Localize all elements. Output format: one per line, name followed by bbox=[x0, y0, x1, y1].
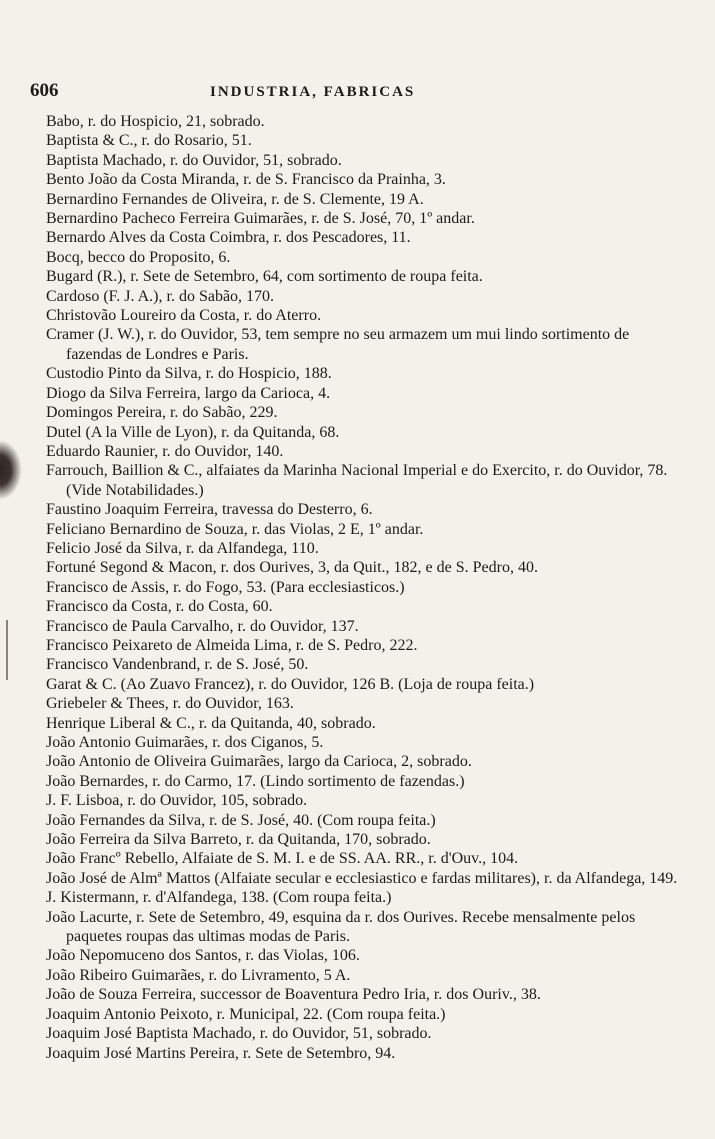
list-item: Joaquim José Baptista Machado, r. do Ouvidor, 51, sobrado. bbox=[46, 1025, 432, 1043]
list-item: Baptista & C., r. do Rosario, 51. bbox=[46, 132, 252, 150]
list-item: Farrouch, Baillion & C., alfaiates da Marinha Nacional Imperial e do Exercito, r. do Ouvidor, 78. (Vide Notabilidades.) bbox=[46, 462, 668, 499]
list-item: Baptista Machado, r. do Ouvidor, 51, sobrado. bbox=[46, 151, 342, 169]
list-item: Dutel (A la Ville de Lyon), r. da Quitanda, 68. bbox=[46, 423, 340, 441]
list-item: João Nepomuceno dos Santos, r. das Violas, 106. bbox=[46, 947, 360, 965]
list-item: Francisco Vandenbrand, r. de S. José, 50. bbox=[46, 656, 309, 674]
list-item: Diogo da Silva Ferreira, largo da Carioca, 4. bbox=[46, 384, 331, 402]
list-item: J. F. Lisboa, r. do Ouvidor, 105, sobrado. bbox=[46, 792, 308, 810]
list-item: Joaquim José Martins Pereira, r. Sete de Setembro, 94. bbox=[46, 1044, 396, 1062]
page-header bbox=[30, 80, 680, 110]
list-item: Henrique Liberal & C., r. da Quitanda, 40, sobrado. bbox=[46, 714, 376, 732]
list-item: Griebeler & Thees, r. do Ouvidor, 163. bbox=[46, 695, 294, 713]
list-item: Cramer (J. W.), r. do Ouvidor, 53, tem sempre no seu armazem um mui lindo sortimento de fazendas de Londres e Paris. bbox=[46, 326, 630, 363]
list-item: João Ferreira da Silva Barreto, r. da Quitanda, 170, sobrado. bbox=[46, 831, 431, 849]
list-item: Bernardino Pacheco Ferreira Guimarães, r. de S. José, 70, 1º andar. bbox=[46, 210, 475, 228]
list-item: Domingos Pereira, r. do Sabão, 229. bbox=[46, 404, 278, 422]
list-item: Joaquim Antonio Peixoto, r. Municipal, 22. (Com roupa feita.) bbox=[46, 1005, 446, 1023]
list-item: João Antonio de Oliveira Guimarães, largo da Carioca, 2, sobrado. bbox=[46, 753, 472, 771]
running-title: INDUSTRIA, FABRICAS bbox=[210, 84, 416, 100]
list-item: Bocq, becco do Proposito, 6. bbox=[46, 248, 231, 266]
list-item: J. Kistermann, r. d'Alfandega, 138. (Com roupa feita.) bbox=[46, 889, 392, 907]
list-item: Cardoso (F. J. A.), r. do Sabão, 170. bbox=[46, 287, 275, 305]
page-number: 606 bbox=[30, 80, 59, 101]
list-item: João Bernardes, r. do Carmo, 17. (Lindo sortimento de fazendas.) bbox=[46, 772, 465, 790]
list-item: João Francº Rebello, Alfaiate de S. M. I. e de SS. AA. RR., r. d'Ouv., 104. bbox=[46, 850, 519, 868]
list-item: João Fernandes da Silva, r. de S. José, 40. (Com roupa feita.) bbox=[46, 811, 436, 829]
list-item: Faustino Joaquim Ferreira, travessa do Desterro, 6. bbox=[46, 501, 373, 519]
list-item: Francisco de Assis, r. do Fogo, 53. (Para ecclesiasticos.) bbox=[46, 578, 405, 596]
list-item: Bento João da Costa Miranda, r. de S. Francisco da Prainha, 3. bbox=[46, 171, 446, 189]
page-edge-blot bbox=[0, 440, 22, 500]
list-item: Feliciano Bernardino de Souza, r. das Violas, 2 E, 1º andar. bbox=[46, 520, 424, 538]
list-item: Babo, r. do Hospicio, 21, sobrado. bbox=[46, 113, 265, 130]
list-item: Garat & C. (Ao Zuavo Francez), r. do Ouvidor, 126 B. (Loja de roupa feita.) bbox=[46, 675, 535, 693]
list-item: Bernardino Fernandes de Oliveira, r. de S. Clemente, 19 A. bbox=[46, 190, 424, 208]
list-item: Fortuné Segond & Macon, r. dos Ourives, 3, da Quit., 182, e de S. Pedro, 40. bbox=[46, 559, 538, 577]
list-item: Custodio Pinto da Silva, r. do Hospicio, 188. bbox=[46, 365, 332, 383]
list-item: João de Souza Ferreira, successor de Boaventura Pedro Iria, r. dos Ouriv., 38. bbox=[46, 986, 541, 1004]
list-item: João José de Almª Mattos (Alfaiate secular e ecclesiastico e fardas militares), r. da Alfandega, 149. bbox=[46, 869, 678, 887]
page-edge-line bbox=[6, 620, 8, 680]
list-item: Bugard (R.), r. Sete de Setembro, 64, com sortimento de roupa feita. bbox=[46, 268, 483, 286]
list-item: Francisco da Costa, r. do Costa, 60. bbox=[46, 598, 273, 616]
list-item: Felicio José da Silva, r. da Alfandega, 110. bbox=[46, 539, 319, 557]
list-item: João Antonio Guimarães, r. dos Ciganos, 5. bbox=[46, 734, 324, 751]
list-item: Christovão Loureiro da Costa, r. do Aterro. bbox=[46, 307, 322, 325]
list-item: Francisco de Paula Carvalho, r. do Ouvidor, 137. bbox=[46, 617, 359, 635]
list-item: João Ribeiro Guimarães, r. do Livramento, 5 A. bbox=[46, 966, 351, 984]
list-item: João Lacurte, r. Sete de Setembro, 49, esquina da r. dos Ourives. Recebe mensalmente pelos paquetes roupas das ultimas modas de Paris. bbox=[46, 908, 636, 946]
directory-list bbox=[30, 112, 680, 1063]
list-item: Francisco Peixareto de Almeida Lima, r. de S. Pedro, 222. bbox=[46, 636, 418, 654]
document-page bbox=[30, 80, 680, 1063]
list-item: Bernardo Alves da Costa Coimbra, r. dos Pescadores, 11. bbox=[46, 229, 411, 247]
list-item: Eduardo Raunier, r. do Ouvidor, 140. bbox=[46, 442, 284, 460]
